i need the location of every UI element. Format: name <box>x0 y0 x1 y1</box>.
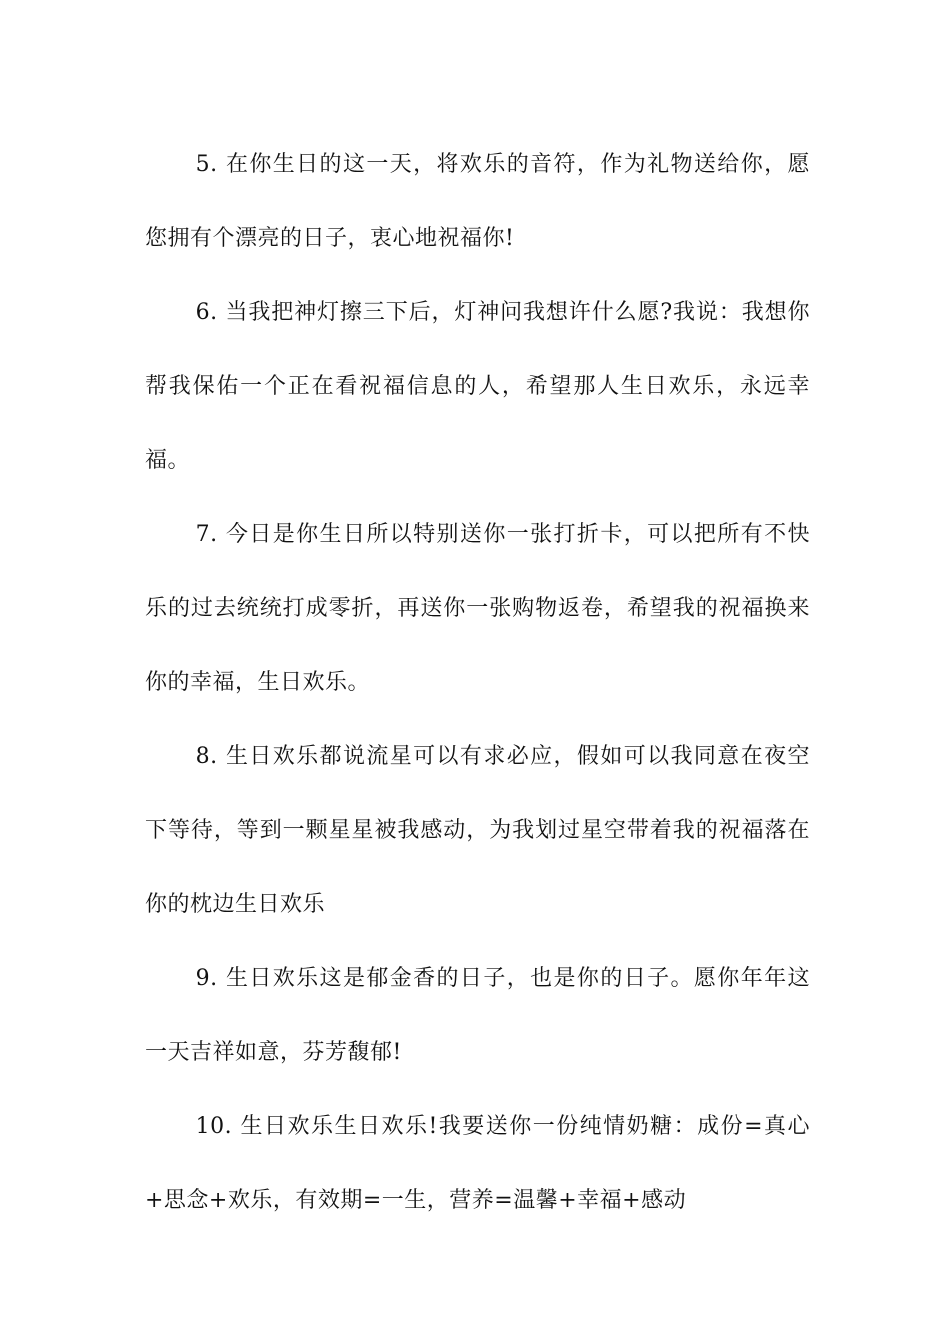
paragraph-8: 8. 生日欢乐都说流星可以有求必应，假如可以我同意在夜空下等待，等到一颗星星被我感动，为我划过星空带着我的祝福落在你的枕边生日欢乐 <box>145 744 810 917</box>
paragraph-5: 5. 在你生日的这一天，将欢乐的音符，作为礼物送给你，愿您拥有个漂亮的日子，衷心地祝福你! <box>145 152 810 251</box>
paragraph-9: 9. 生日欢乐这是郁金香的日子，也是你的日子。愿你年年这一天吉祥如意，芬芳馥郁! <box>145 966 810 1065</box>
paragraph-10: 10. 生日欢乐生日欢乐!我要送你一份纯情奶糖：成份=真心+思念+欢乐，有效期=一生，营养=温馨+幸福+感动 <box>145 1114 810 1213</box>
paragraph-7: 7. 今日是你生日所以特别送你一张打折卡，可以把所有不快乐的过去统统打成零折，再送你一张购物返卷，希望我的祝福换来你的幸福，生日欢乐。 <box>145 522 810 695</box>
document-body <box>145 128 810 1238</box>
paragraph-6: 6. 当我把神灯擦三下后，灯神问我想许什么愿?我说：我想你帮我保佑一个正在看祝福信息的人，希望那人生日欢乐，永远幸福。 <box>145 300 810 473</box>
